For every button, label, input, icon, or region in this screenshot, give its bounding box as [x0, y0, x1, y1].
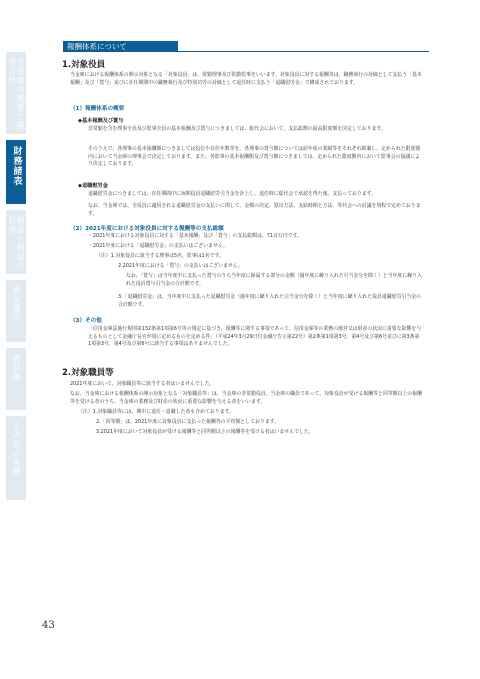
heading-payment-total: （2）2021年度における対象役員に対する報酬等の支払総額	[70, 226, 224, 232]
page-number: 43	[42, 620, 55, 631]
note-2: 2.2021年度における「賞与」の支払いはございません。	[118, 263, 244, 269]
heading-target-officers: 1.対象役員	[62, 60, 106, 70]
note-1: （注）1.対象役員に該当する理事は5名、監事は1名です。	[96, 253, 224, 259]
sidebar-item-label: 当金庫の概要と運営方針	[8, 58, 25, 130]
section-title: 報酬体系について	[63, 41, 178, 52]
sidebar-item-label: その他の業務	[12, 422, 21, 476]
heading-retirement-allowance: ◆退職慰労金	[78, 183, 108, 189]
heading-target-staff: 2.対象職員等	[62, 368, 114, 378]
sidebar-item-overview[interactable]	[6, 52, 26, 134]
sidebar-item-other[interactable]	[6, 416, 26, 500]
sidebar-item-label: 資金運用	[12, 286, 21, 322]
paragraph-staff-2: なお、当金庫における報酬体系の開示対象となる「対象職員等」は、当金庫の非常勤役員、当金庫の職員であって、対象役員が受ける報酬等と同等額以上の報酬等を受ける者のうち、当金庫の業務及び財産の状況に重要な影響を与える者をいいます。	[70, 391, 422, 405]
paragraph-staff-1: 2021年度において、対象職員等に該当する者はいませんでした。	[70, 381, 215, 387]
paragraph-base-1: 非常勤を含む理事全員及び監事全員の基本報酬及び賞与につきましては、総代会において、支払総額の最高限度額を決定しております。	[88, 126, 386, 132]
paragraph-retirement-2: なお、当金庫では、全役員に適用される退職慰労金の支払いに関して、金額の決定、算出方法、支給時期と方法、等代会への討議を規程で定めております。	[88, 203, 421, 217]
section-rule	[178, 51, 429, 52]
sidebar-item-materials[interactable]	[6, 348, 26, 410]
sidebar	[0, 0, 30, 679]
staff-note-1: （注）1.対象職員等には、期中に退任・退職した者も含めております。	[78, 409, 234, 415]
heading-other: （3）その他	[70, 318, 102, 324]
note-2-detail: なお、「賞与」は当年度中に支払った賞与のうち当年度に帰属する部分の金額（過年度に繰り入れた引当金分を除く）と当年度に繰り入れた役員賞与引当金の合計額です。	[126, 273, 422, 287]
sidebar-item-financial-statements[interactable]	[6, 140, 26, 204]
sidebar-item-label: 損益・利益の状況	[8, 216, 25, 270]
heading-compensation-overview: （1）報酬体系の概要	[70, 106, 125, 112]
paragraph-intro: 当金庫における報酬体系の開示対象となる「対象役員」は、常勤理事及び常勤監事をいいます。対象役員に対する報酬等は、職務執行の対価として支払う「基本報酬」及び「賞与」並びに在任期間中の職務執行及び特別功労の対価として退任時に支払う「退職慰労金」で構成されております。	[70, 72, 422, 86]
paragraph-other: 「信用金庫法施行規則第132条第1項第6号等の規定に基づき、報酬等に関する事項であって、信用金庫等の業務の運営又は財産の状況に重要な影響を与えるものとして金融庁長官が別に定めるものを定める件」（平成24年3月29日付金融庁告示第22号）第2条第1項第3号、第4号及び第6号並びに第3条第1項第3号、第4号及び第6号に該当する事項はありませんでした。	[88, 326, 422, 348]
note-3: 3.「退職慰労金」は、当年度中に支払った退職慰労金（過年度に繰り入れた引当金分を除く）と当年度に繰り入れた役員退職慰労引当金の合計額です。	[118, 294, 421, 308]
paragraph-base-2: そのうえで、各理事の基本報酬額につきましては役位や在任年数等を、各理事の賞与額については前年度の業績等をそれぞれ勘案し、定められた限度額内において当金庫の理事会で決定しております。また、各監事の基本報酬額及び賞与額につきましては、定められた限度額内において監事会の協議により決定しております。	[88, 146, 421, 168]
sidebar-item-label: 資料編	[12, 354, 21, 381]
list-item-retirement-none: ・2021年度における「退職慰労金」の支払いはございません。	[88, 243, 228, 249]
sidebar-item-profit[interactable]	[6, 210, 26, 274]
sidebar-item-funds[interactable]	[6, 280, 26, 342]
sidebar-item-label: 財務諸表	[11, 146, 22, 186]
list-item-payment-total: ・2021年度における対象役員に対する「基本報酬」及び「賞与」の支払総額は、71百万円です。	[88, 233, 302, 239]
staff-note-3: 3.2021年度において対象役員が受ける報酬等と同等額以上の報酬等を受ける者はいませんでした。	[96, 429, 314, 435]
paragraph-retirement-1: 退職慰労金につきましては、在任期間中に毎期役員退職慰労引当金を計上し、退任時に総代会で承認を得た後、支払っております。	[88, 191, 377, 197]
staff-note-2: 2.「同等額」は、2021年度に対象役員に支払った報酬等の平均額としております。	[96, 419, 280, 425]
heading-base-and-bonus: ◆基本報酬及び賞与	[78, 118, 124, 124]
